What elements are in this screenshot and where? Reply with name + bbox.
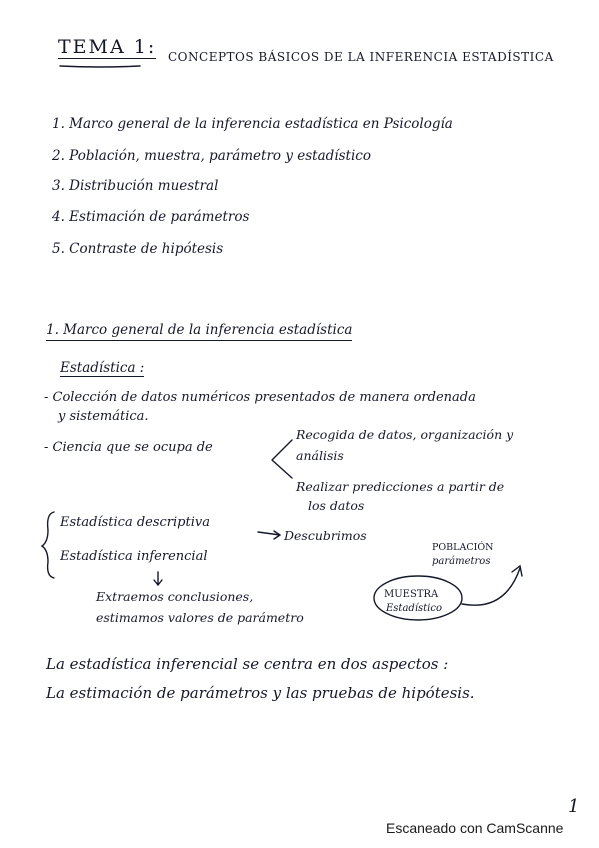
index-item-5: 5. Contraste de hipótesis (52, 241, 224, 257)
curve-arrow (462, 566, 522, 605)
index-item-3: 3. Distribución muestral (52, 178, 219, 194)
title-subtitle: CONCEPTOS BÁSICOS DE LA INFERENCIA ESTADÍSTICA (168, 50, 554, 64)
extraemos-line1: Extraemos conclusiones, (96, 589, 254, 604)
parametros-label: parámetros (432, 556, 491, 567)
branch-predicciones-line2: los datos (308, 498, 365, 513)
index-item-1: 1. Marco general de la inferencia estadística en Psicología (52, 116, 453, 132)
title-underline (60, 66, 140, 67)
extraemos-line2: estimamos valores de parámetro (96, 610, 304, 625)
poblacion-label: POBLACIÓN (432, 542, 494, 553)
section-heading: 1. Marco general de la inferencia estadística (46, 322, 352, 341)
left-brace (42, 512, 54, 578)
page-number: 1 (568, 796, 580, 817)
closing-line-2: La estimación de parámetros y las pruebas de hipótesis. (46, 684, 475, 702)
closing-line-1: La estadística inferencial se centra en dos aspectos : (46, 655, 449, 673)
bullet-definition-line2: y sistemática. (58, 409, 149, 424)
muestra-label: MUESTRA (384, 589, 439, 600)
descubrimos-text: Descubrimos (284, 528, 367, 543)
branch-recogida-line1: Recogida de datos, organización y (296, 427, 514, 442)
branch-predicciones-line1: Realizar predicciones a partir de (296, 479, 505, 494)
scanner-watermark: Escaneado con CamScanne (386, 820, 564, 836)
branch-recogida-line2: análisis (296, 448, 344, 463)
estadistica-label-text: Estadística : (60, 360, 145, 376)
arrow-down-inferencial (154, 572, 162, 585)
estadistica-inferencial: Estadística inferencial (60, 549, 208, 564)
bullet-definition-line1: - Colección de datos numéricos presentados de manera ordenada (44, 390, 476, 405)
index-item-2: 2. Población, muestra, parámetro y estadístico (52, 148, 371, 164)
estadistica-descriptiva: Estadística descriptiva (60, 515, 210, 530)
muestra-ellipse (374, 576, 462, 620)
tema-label: TEMA 1: (58, 36, 157, 58)
ciencia-bracket (272, 440, 292, 478)
arrow-descubrimos (258, 531, 280, 539)
index-item-4: 4. Estimación de parámetros (52, 209, 250, 225)
estadistico-label: Estadístico (386, 603, 442, 614)
bullet-ciencia: - Ciencia que se ocupa de (44, 440, 213, 455)
